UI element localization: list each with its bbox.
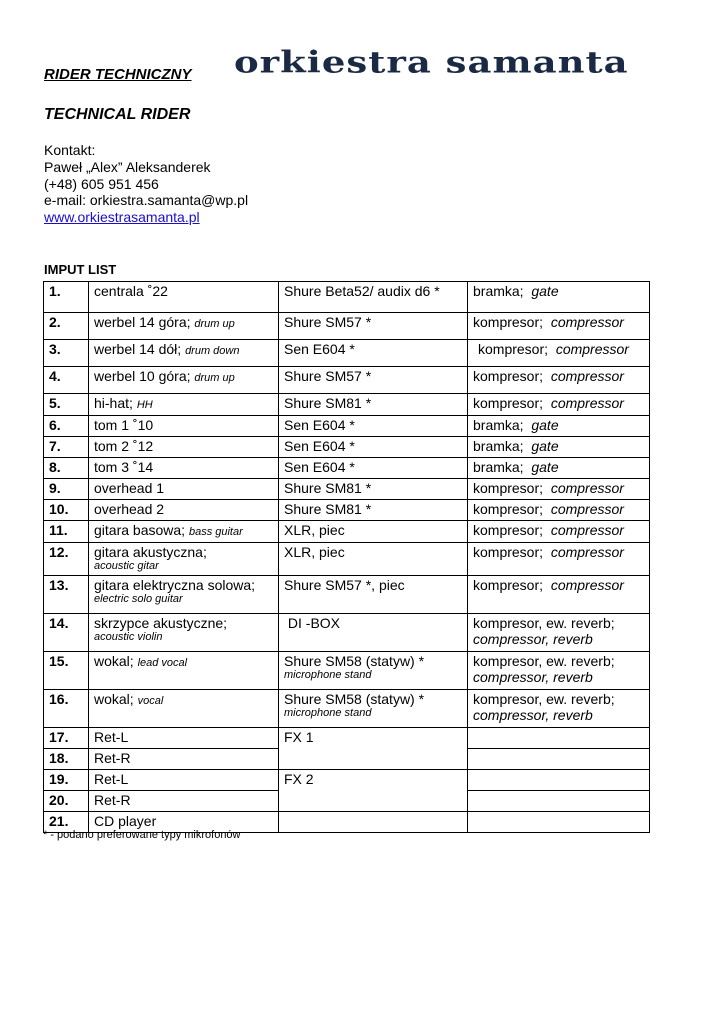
channel-number: 18.	[44, 749, 89, 770]
channel-name-english: electric solo guitar	[94, 593, 183, 605]
channel-name-cell	[89, 690, 279, 728]
source-cell	[279, 652, 468, 690]
source-label: Sen E604 *	[284, 341, 355, 357]
table-row	[44, 521, 650, 543]
processing-label: kompresor;	[473, 395, 544, 411]
table-row	[44, 340, 650, 367]
processing-cell	[468, 749, 650, 770]
processing-label: bramka;	[473, 438, 524, 454]
source-label: Shure Beta52/ audix d6 *	[284, 283, 440, 299]
input-list-table	[43, 281, 650, 833]
processing-cell	[468, 340, 650, 367]
source-cell	[279, 500, 468, 521]
source-note: microphone stand	[284, 669, 372, 681]
channel-name-cell	[89, 458, 279, 479]
processing-cell	[468, 500, 650, 521]
channel-name-english: acoustic violin	[94, 631, 163, 643]
table-row	[44, 652, 650, 690]
table-row	[44, 313, 650, 340]
channel-name-cell	[89, 770, 279, 791]
table-row	[44, 367, 650, 394]
channel-name: overhead 2	[94, 501, 165, 517]
channel-number: 12.	[44, 543, 89, 576]
processing-label: kompresor;	[473, 314, 544, 330]
channel-number: 3.	[44, 340, 89, 367]
contact-phone: (+48) 605 951 456	[44, 175, 159, 192]
source-cell	[279, 812, 468, 833]
channel-name-cell	[89, 437, 279, 458]
source-cell	[279, 282, 468, 313]
channel-number: 9.	[44, 479, 89, 500]
channel-name-cell	[89, 791, 279, 812]
channel-name-english: drum up	[194, 372, 235, 384]
source-cell	[279, 416, 468, 437]
table-row	[44, 614, 650, 652]
source-label: FX 2	[284, 771, 314, 787]
table-row	[44, 543, 650, 576]
source-cell	[279, 340, 468, 367]
channel-name-english: drum up	[194, 318, 235, 330]
table-row	[44, 479, 650, 500]
channel-number: 17.	[44, 728, 89, 749]
processing-english: compressor	[550, 577, 624, 593]
channel-name-cell	[89, 543, 279, 576]
channel-name: werbel 14 góra;	[94, 314, 191, 330]
source-label: XLR, piec	[284, 544, 345, 560]
source-cell	[279, 437, 468, 458]
channel-name-cell	[89, 652, 279, 690]
channel-name: centrala ˚22	[94, 283, 168, 299]
processing-cell	[468, 313, 650, 340]
channel-name-cell	[89, 416, 279, 437]
channel-name-english: vocal	[137, 695, 164, 707]
channel-name-cell	[89, 340, 279, 367]
processing-english: compressor	[555, 341, 629, 357]
processing-english: compressor, reverb	[473, 707, 593, 723]
table-row	[44, 437, 650, 458]
channel-name-cell	[89, 728, 279, 749]
channel-name: overhead 1	[94, 480, 165, 496]
source-cell	[279, 521, 468, 543]
processing-label: kompresor;	[473, 544, 544, 560]
source-cell	[279, 690, 468, 728]
channel-name: skrzypce akustyczne;	[94, 615, 228, 631]
contact-block	[44, 142, 248, 226]
channel-name: wokal;	[94, 653, 134, 669]
processing-english: compressor	[550, 314, 624, 330]
processing-cell	[468, 416, 650, 437]
processing-cell	[468, 282, 650, 313]
channel-name: tom 2 ˚12	[94, 438, 154, 454]
channel-name-english: acoustic gitar	[94, 560, 159, 572]
input-list-heading: IMPUT LIST	[44, 262, 117, 277]
channel-number: 7.	[44, 437, 89, 458]
source-label: Shure SM81 *	[284, 501, 372, 517]
processing-label: kompresor;	[478, 341, 549, 357]
channel-name-cell	[89, 313, 279, 340]
processing-label: kompresor, ew. reverb;	[473, 615, 615, 631]
processing-label: kompresor;	[473, 480, 544, 496]
channel-name-cell	[89, 749, 279, 770]
processing-cell	[468, 690, 650, 728]
band-logo: orkiestra samanta	[234, 44, 629, 81]
channel-number: 11.	[44, 521, 89, 543]
channel-name-english: HH	[136, 399, 153, 411]
title-polish: RIDER TECHNICZNY	[44, 66, 192, 83]
channel-name-english: bass guitar	[188, 526, 243, 538]
processing-cell	[468, 543, 650, 576]
channel-name: werbel 14 dół;	[94, 341, 182, 357]
source-label: Shure SM57 *	[284, 368, 372, 384]
table-row	[44, 728, 650, 749]
processing-english: compressor	[550, 522, 624, 538]
processing-cell	[468, 770, 650, 791]
source-label: Shure SM57 *, piec	[284, 577, 405, 593]
channel-name-cell	[89, 479, 279, 500]
channel-name: Ret-L	[94, 771, 129, 787]
source-label: Sen E604 *	[284, 438, 355, 454]
source-label: FX 1	[284, 729, 314, 745]
processing-label: kompresor;	[473, 368, 544, 384]
source-cell	[279, 313, 468, 340]
processing-label: kompresor;	[473, 577, 544, 593]
channel-number: 5.	[44, 394, 89, 416]
source-label: Shure SM81 *	[284, 395, 372, 411]
source-note: microphone stand	[284, 707, 372, 719]
contact-email: e-mail: orkiestra.samanta@wp.pl	[44, 192, 249, 209]
processing-english: gate	[531, 417, 559, 433]
source-label: Sen E604 *	[284, 417, 355, 433]
table-row	[44, 282, 650, 313]
processing-english: gate	[531, 283, 559, 299]
source-cell	[279, 614, 468, 652]
footnote: * - podano preferowane typy mikrofonów	[43, 829, 241, 841]
channel-name: hi-hat;	[94, 395, 133, 411]
channel-number: 10.	[44, 500, 89, 521]
processing-english: compressor	[550, 368, 624, 384]
channel-name: wokal;	[94, 691, 134, 707]
processing-english: compressor, reverb	[473, 669, 593, 685]
processing-cell	[468, 812, 650, 833]
channel-number: 16.	[44, 690, 89, 728]
processing-label: kompresor;	[473, 501, 544, 517]
channel-name: CD player	[94, 813, 157, 829]
processing-english: gate	[531, 459, 559, 475]
processing-cell	[468, 367, 650, 394]
channel-name: Ret-R	[94, 792, 131, 808]
processing-english: compressor	[550, 395, 624, 411]
channel-number: 4.	[44, 367, 89, 394]
source-cell	[279, 479, 468, 500]
table-row	[44, 770, 650, 791]
table-row	[44, 690, 650, 728]
processing-cell	[468, 791, 650, 812]
source-cell	[279, 728, 468, 770]
source-label: Shure SM81 *	[284, 480, 372, 496]
source-label: Shure SM58 (statyw) *	[284, 691, 425, 707]
processing-english: compressor	[550, 480, 624, 496]
title-english: TECHNICAL RIDER	[44, 106, 191, 123]
processing-cell	[468, 576, 650, 614]
channel-number: 13.	[44, 576, 89, 614]
processing-cell	[468, 394, 650, 416]
source-label: Shure SM57 *	[284, 314, 372, 330]
channel-name-cell	[89, 367, 279, 394]
channel-name-english: drum down	[185, 345, 240, 357]
channel-name-cell	[89, 282, 279, 313]
source-label: DI -BOX	[284, 615, 341, 631]
processing-cell	[468, 614, 650, 652]
website-link[interactable]: www.orkiestrasamanta.pl	[44, 209, 200, 226]
source-label: Sen E604 *	[284, 459, 355, 475]
channel-number: 19.	[44, 770, 89, 791]
processing-english: compressor, reverb	[473, 631, 593, 647]
processing-label: bramka;	[473, 459, 524, 475]
channel-number: 2.	[44, 313, 89, 340]
source-label: XLR, piec	[284, 522, 345, 538]
channel-name: Ret-R	[94, 750, 131, 766]
channel-name: gitara elektryczna solowa;	[94, 577, 256, 593]
channel-number: 14.	[44, 614, 89, 652]
processing-cell	[468, 479, 650, 500]
channel-number: 6.	[44, 416, 89, 437]
table-row	[44, 500, 650, 521]
channel-number: 15.	[44, 652, 89, 690]
source-label: Shure SM58 (statyw) *	[284, 653, 425, 669]
channel-name-cell	[89, 576, 279, 614]
channel-number: 21.	[44, 812, 89, 833]
channel-number: 1.	[44, 282, 89, 313]
contact-name: Paweł „Alex” Aleksanderek	[44, 158, 211, 175]
channel-number: 8.	[44, 458, 89, 479]
source-cell	[279, 458, 468, 479]
channel-number: 20.	[44, 791, 89, 812]
table-row	[44, 576, 650, 614]
table-row	[44, 416, 650, 437]
processing-cell	[468, 652, 650, 690]
processing-label: bramka;	[473, 283, 524, 299]
processing-cell	[468, 458, 650, 479]
source-cell	[279, 576, 468, 614]
source-cell	[279, 543, 468, 576]
processing-english: compressor	[550, 501, 624, 517]
processing-cell	[468, 437, 650, 458]
channel-name: gitara basowa;	[94, 522, 186, 538]
processing-label: bramka;	[473, 417, 524, 433]
processing-cell	[468, 521, 650, 543]
channel-name: gitara akustyczna;	[94, 544, 207, 560]
processing-label: kompresor;	[473, 522, 544, 538]
processing-label: kompresor, ew. reverb;	[473, 691, 615, 707]
channel-name-cell	[89, 500, 279, 521]
channel-name-cell	[89, 394, 279, 416]
channel-name-cell	[89, 521, 279, 543]
channel-name: Ret-L	[94, 729, 129, 745]
source-cell	[279, 394, 468, 416]
processing-label: kompresor, ew. reverb;	[473, 653, 615, 669]
channel-name: tom 1 ˚10	[94, 417, 154, 433]
table-row	[44, 458, 650, 479]
channel-name: werbel 10 góra;	[94, 368, 191, 384]
source-cell	[279, 770, 468, 812]
contact-label: Kontakt:	[44, 142, 96, 158]
channel-name: tom 3 ˚14	[94, 459, 154, 475]
processing-cell	[468, 728, 650, 749]
processing-english: gate	[531, 438, 559, 454]
table-row	[44, 394, 650, 416]
channel-name-cell	[89, 614, 279, 652]
source-cell	[279, 367, 468, 394]
processing-english: compressor	[550, 544, 624, 560]
channel-name-english: lead vocal	[137, 657, 188, 669]
